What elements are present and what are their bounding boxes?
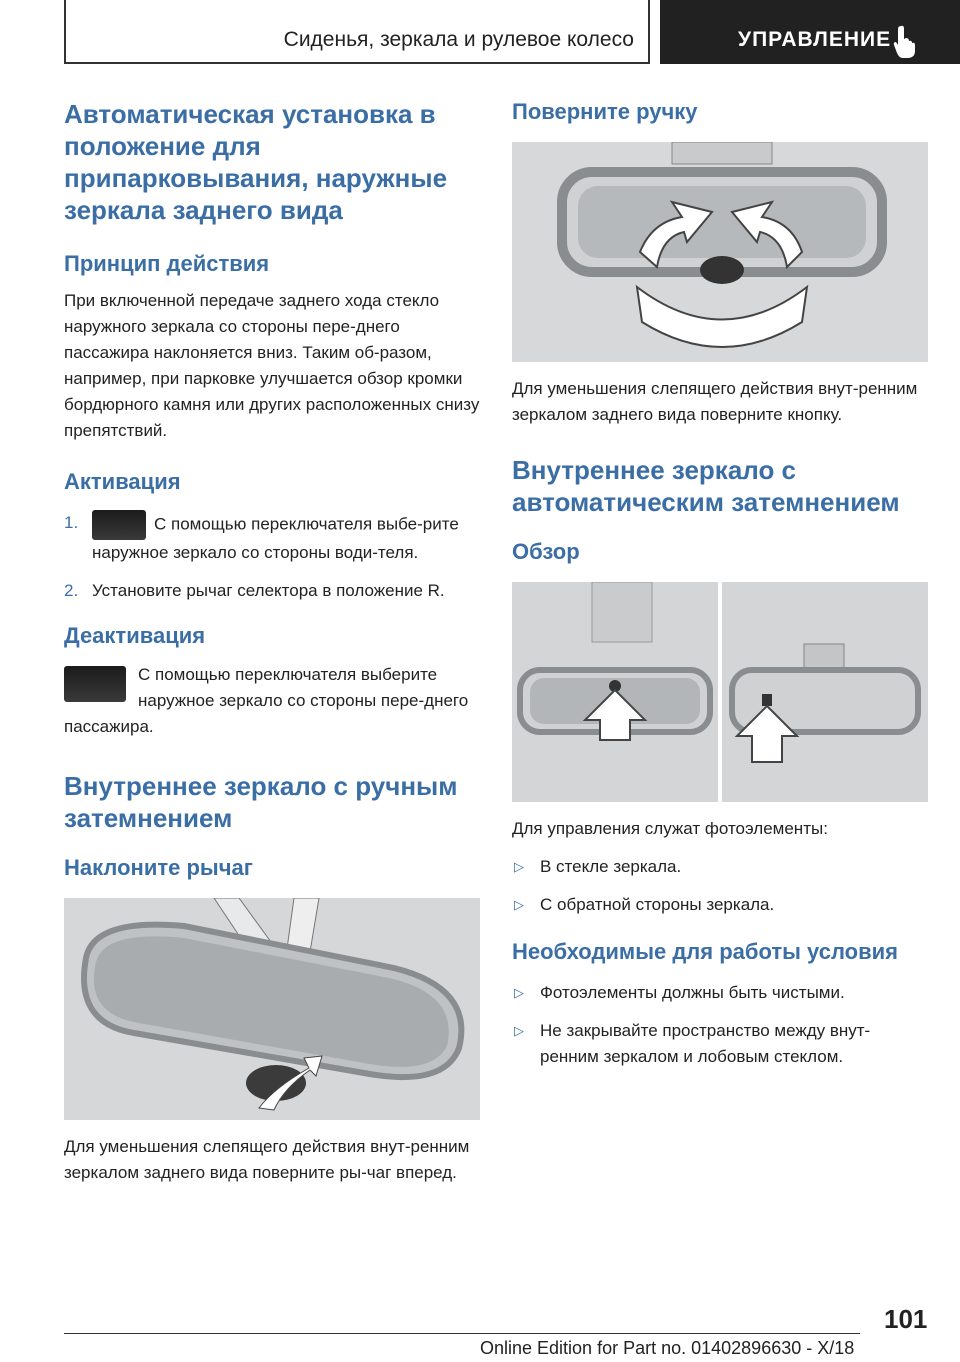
step-text: Установите рычаг селектора в положение R. [92, 581, 445, 600]
step-number: 1. [64, 513, 79, 532]
deactivation-text [64, 662, 480, 740]
footer-edition: Online Edition for Part no. 01402896630 - X/18 [480, 1338, 855, 1358]
triangle-bullet-icon: ▷ [514, 1023, 524, 1038]
overview-images [512, 582, 928, 802]
triangle-bullet-icon: ▷ [514, 985, 524, 1000]
lever-heading: Наклоните рычаг [64, 855, 253, 880]
activation-step-2 [64, 578, 480, 604]
right-column [512, 98, 928, 1082]
page-number: 101 [884, 1304, 928, 1334]
hand-pointer-icon [892, 24, 922, 58]
mirror-switch-button-icon [64, 666, 126, 702]
step-text: С помощью переключателя выбе-рите наружное зеркало со стороны води-теля. [92, 514, 459, 562]
knob-heading: Поверните ручку [512, 99, 698, 124]
parking-tilt-heading: Автоматическая установка в положение для припарковывания, наружные зеркала заднего вида [64, 99, 448, 225]
header-section-title: Сиденья, зеркала и рулевое колесо [283, 28, 634, 51]
mirror-back-photocell-image [722, 582, 928, 802]
knob-mirror-illustration [512, 142, 928, 362]
footer-divider [64, 1333, 860, 1334]
left-column [64, 98, 480, 1186]
principle-text: При включенной передаче заднего хода стекло наружного зеркала со стороны пере-днего пассажира наклоняется вниз. Таким об-разом, например, при парковке улучшается обзор кромки бордюрного камня или других расположенных снизу препятствий. [64, 291, 480, 440]
mirror-switch-button-icon [92, 510, 146, 540]
list-item-text: С обратной стороны зеркала. [540, 895, 775, 914]
triangle-bullet-icon: ▷ [514, 897, 524, 912]
auto-dimming-heading: Внутреннее зеркало с автоматическим затемнением [512, 455, 900, 517]
list-item [512, 854, 928, 880]
knob-mirror-image [512, 142, 928, 362]
front-photocell-illustration [512, 582, 718, 802]
activation-heading: Активация [64, 469, 181, 494]
photocells-list [512, 854, 928, 918]
back-photocell-illustration [722, 582, 928, 802]
header-section-box [64, 0, 650, 64]
lever-mirror-image [64, 898, 480, 1120]
list-item-text: В стекле зеркала. [540, 857, 682, 876]
deactivation-text-body: С помощью переключателя выберите наружное зеркало со стороны пере-днего пассажира. [64, 665, 469, 736]
deactivation-heading: Деактивация [64, 623, 206, 648]
list-item [512, 1018, 928, 1070]
lever-caption: Для уменьшения слепящего действия внут-ренним зеркалом заднего вида поверните ры-чаг вперед. [64, 1137, 470, 1182]
step-number: 2. [64, 581, 79, 600]
photocells-intro: Для управления служат фотоэлементы: [512, 819, 828, 838]
mirror-front-photocell-image [512, 582, 718, 802]
list-item-text: Фотоэлементы должны быть чистыми. [540, 983, 845, 1002]
activation-steps [64, 510, 480, 604]
activation-step-1 [64, 510, 480, 566]
knob-caption: Для уменьшения слепящего действия внут-ренним зеркалом заднего вида поверните кнопку. [512, 379, 918, 424]
header-tab-label: УПРАВЛЕНИЕ [738, 28, 892, 51]
list-item [512, 892, 928, 918]
triangle-bullet-icon: ▷ [514, 859, 524, 874]
overview-heading: Обзор [512, 539, 580, 564]
manual-dimming-heading: Внутреннее зеркало с ручным затемнением [64, 771, 458, 833]
header-tab [660, 0, 960, 64]
lever-mirror-illustration [64, 898, 480, 1120]
list-item [512, 980, 928, 1006]
list-item-text: Не закрывайте пространство между внут-ренним зеркалом и лобовым стеклом. [540, 1021, 871, 1066]
conditions-list [512, 980, 928, 1070]
principle-heading: Принцип действия [64, 251, 270, 276]
conditions-heading: Необходимые для работы условия [512, 939, 898, 964]
